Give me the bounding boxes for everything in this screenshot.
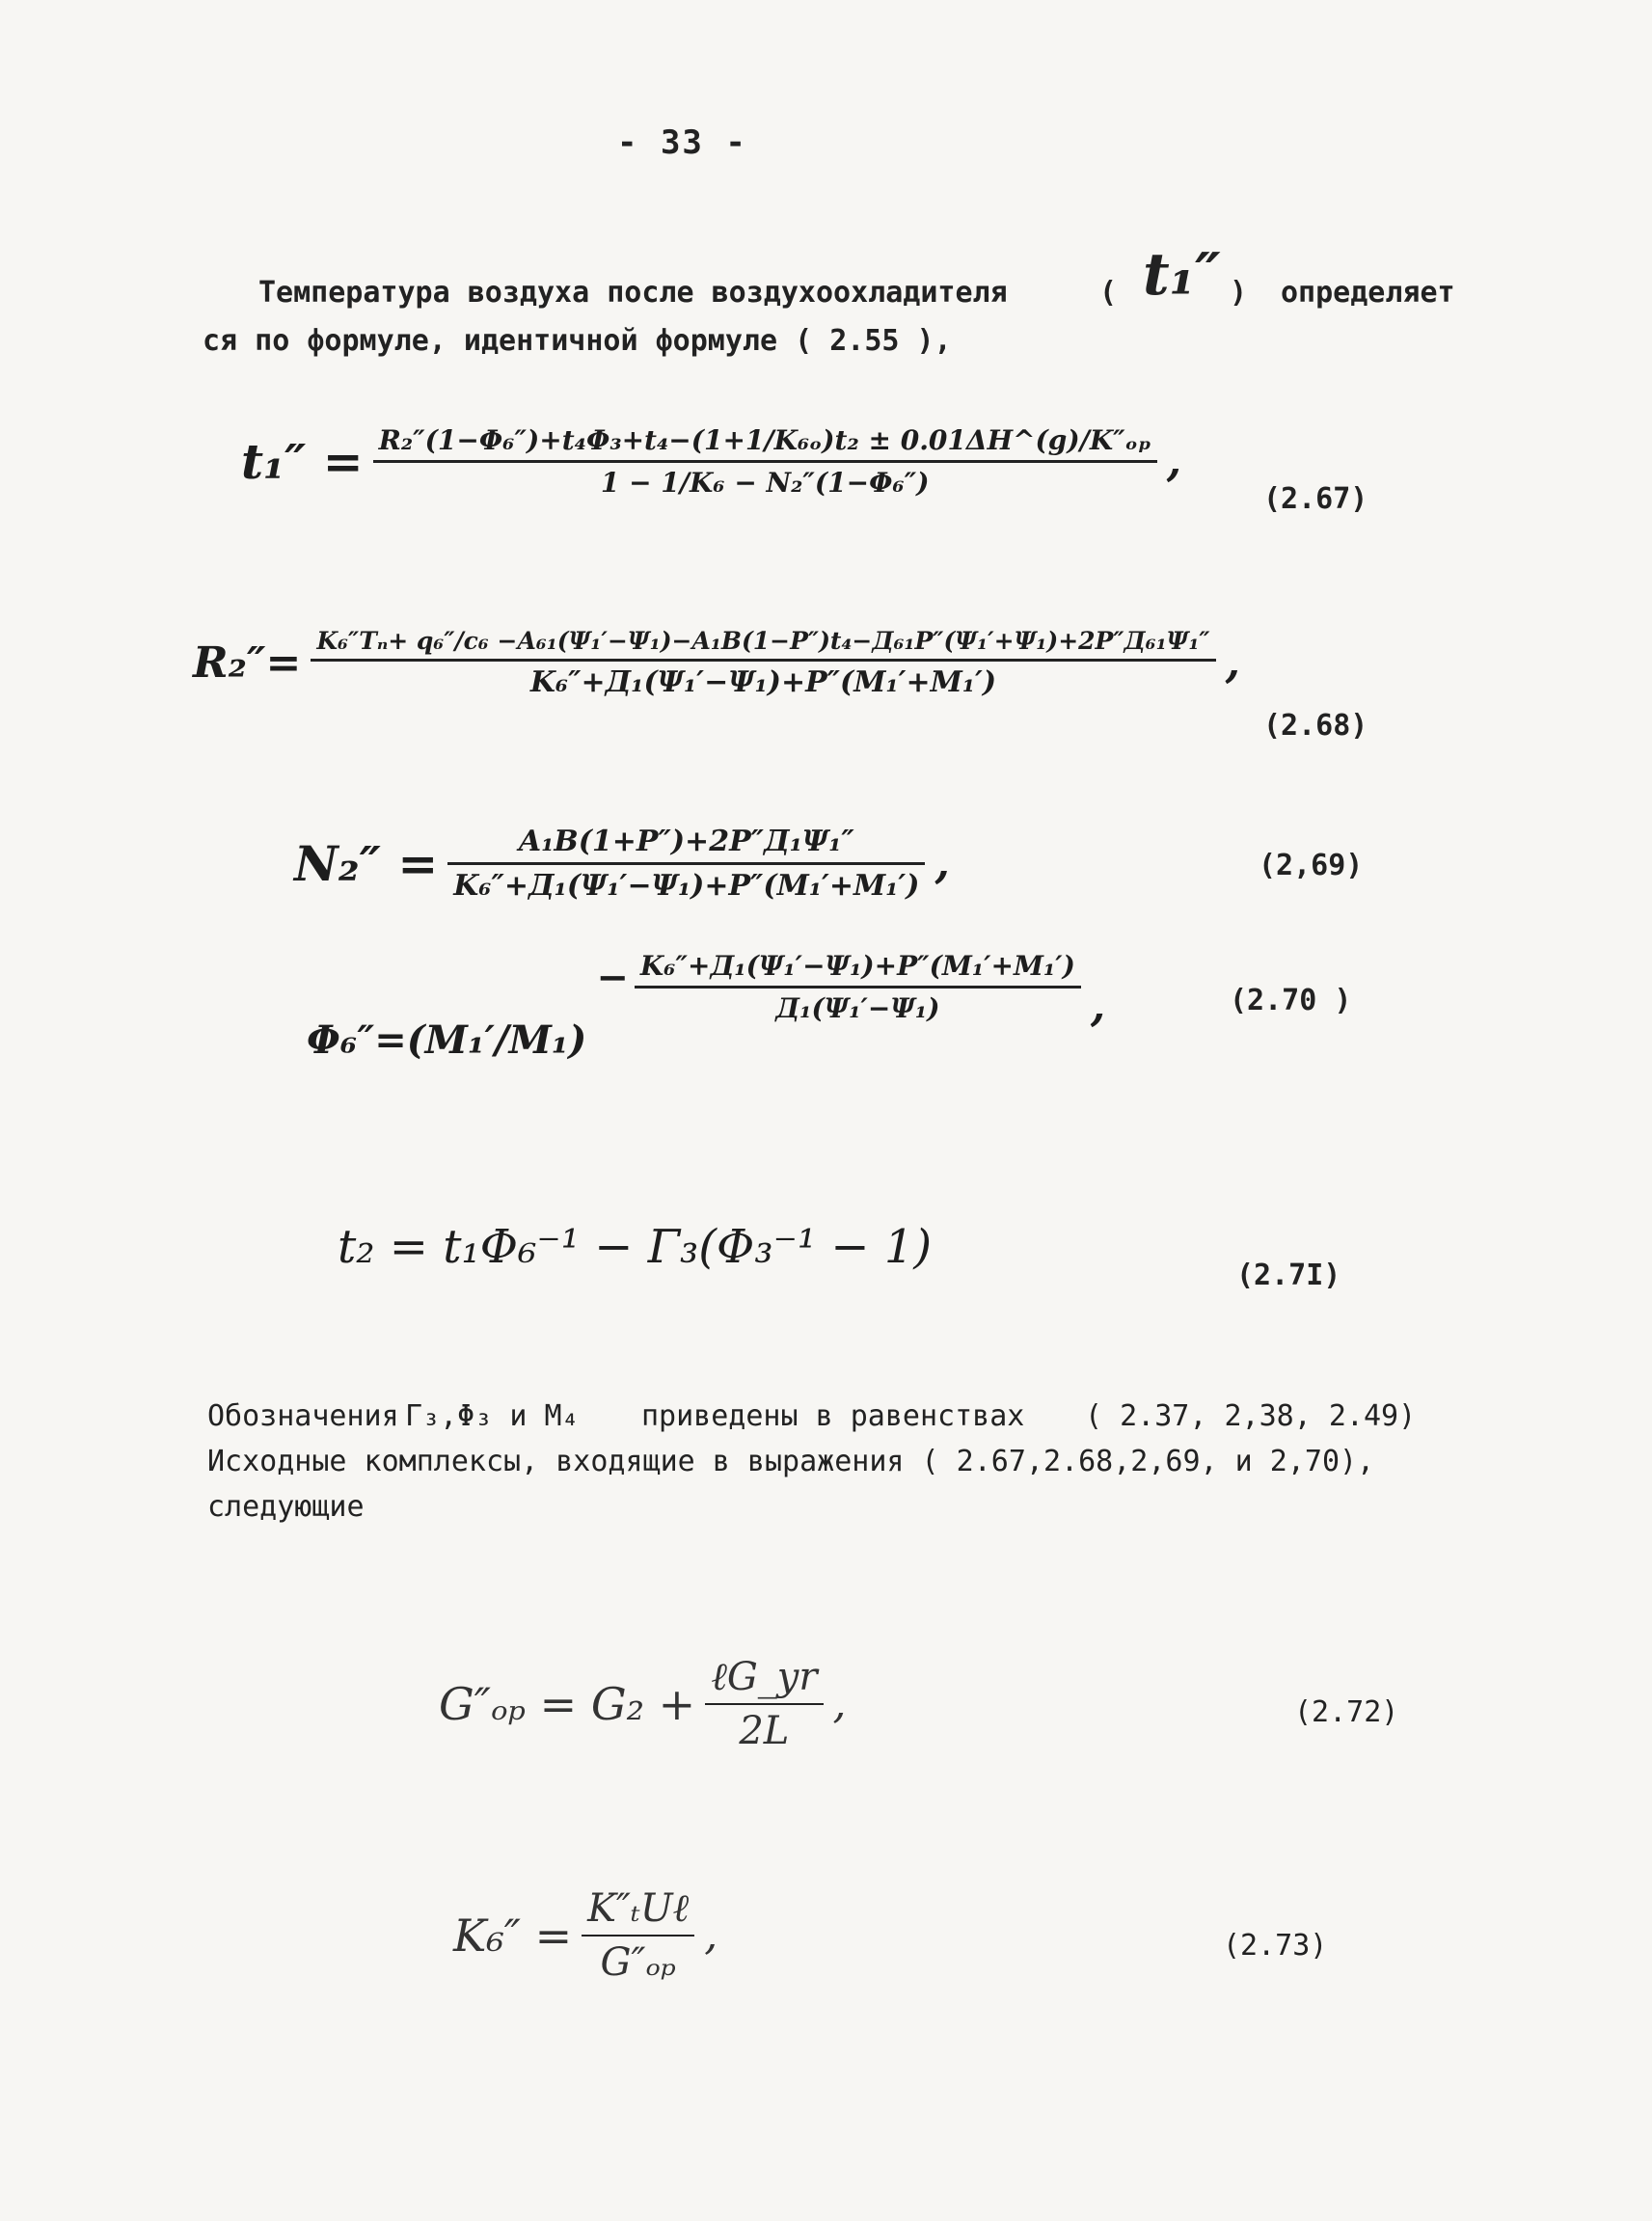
eq272-numerator: ℓG_yr [711,1655,818,1699]
eq270-numerator: K₆″+Д₁(Ψ₁′−Ψ₁)+P″(M₁′+M₁′) [639,950,1075,982]
equation-2-73 [453,1885,718,1985]
eq268-denominator: K₆″+Д₁(Ψ₁′−Ψ₁)+P″(M₁′+M₁′) [529,665,997,699]
eq272-lhs: G″ₒₚ = G₂ + [439,1677,696,1730]
eq267-number: (2.67) [1263,482,1368,516]
eq270-minus-exponent: − [596,955,629,1000]
eq269-comma: , [934,839,950,888]
eq273-numerator: K″ₜUℓ [587,1886,690,1931]
eq270-lhs: Φ₆″=(M₁′/M₁) [307,1017,587,1063]
eq267-lhs: t₁″ = [241,433,364,490]
fraction-bar [635,986,1081,989]
eq268-comma: , [1225,638,1240,688]
eq268-lhs: R₂″= [193,638,302,688]
equation-2-68 [193,627,1240,699]
fraction-bar [582,1935,694,1937]
eq273-comma: , [704,1910,718,1960]
fraction-bar [705,1703,823,1705]
eq269-numerator: A₁B(1+P″)+2P″Д₁Ψ₁″ [518,825,854,858]
fraction-bar [311,659,1215,662]
eq268-fraction [311,627,1215,699]
notation-line-1b: приведены в равенствах [641,1399,1025,1433]
intro-line-1c: ) [1230,276,1248,310]
equation-2-72 [439,1654,847,1753]
eq273-number: (2.73) [1223,1929,1328,1963]
eq267-fraction [373,424,1157,499]
intro-line-2: ся по формуле, идентичной формуле ( 2.55 ), [203,324,952,358]
page-number: - 33 - [617,123,747,162]
eq269-number: (2,69) [1259,849,1364,882]
notation-line-3: следующие [207,1490,365,1524]
eq273-denominator: G″ₒₚ [600,1940,676,1985]
eq267-comma: , [1166,437,1182,486]
fraction-bar [373,460,1157,463]
intro-line-1a: Температура воздуха после воздухоохладителя [258,276,1008,310]
eq272-comma: , [832,1679,847,1728]
equation-2-70 [307,950,1105,1063]
eq267-denominator: 1 − 1/K₆ − N₂″(1−Φ₆″) [600,467,930,499]
eq268-number: (2.68) [1263,709,1368,743]
equation-2-67 [241,424,1181,499]
notation-line-1-symbols: Γ₃,Φ₃ и M₄ [405,1399,580,1433]
notation-line-1a: Обозначения [207,1399,399,1433]
eq270-number: (2.70 ) [1230,984,1352,1017]
eq269-fraction [447,825,925,903]
notation-line-2: Исходные комплексы, входящие в выражения ( 2.67,2.68,2,69, и 2,70), [207,1445,1375,1478]
eq273-fraction [582,1885,694,1985]
eq273-lhs: K₆″ = [453,1909,573,1962]
fraction-bar [447,862,925,865]
eq272-denominator: 2L [739,1709,790,1753]
intro-symbol: t₁″ [1143,241,1221,309]
equation-2-69 [294,825,950,903]
eq270-denominator: Д₁(Ψ₁′−Ψ₁) [775,992,940,1024]
eq267-numerator: R₂″(1−Φ₆″)+t₄Φ₃+t₄−(1+1/K₆ₒ)t₂ ± 0.01ΔH^(g)/K″ₒₚ [378,424,1151,456]
eq272-number: (2.72) [1294,1695,1399,1729]
intro-line-1b: ( [1099,276,1118,310]
equation-2-71: t₂ = t₁Φ₆⁻¹ − Γ₃(Φ₃⁻¹ − 1) [338,1220,933,1274]
eq269-lhs: N₂″ = [294,835,439,892]
eq270-exponent-fraction [635,950,1081,1024]
eq268-numerator: K₆″Tₙ+ q₆″/c₆ −A₆₁(Ψ₁′−Ψ₁)−A₁B(1−P″)t₄−Д₆₁P″(Ψ₁′+Ψ₁)+2P″Д₆₁Ψ₁″ [316,627,1210,655]
notation-line-1-refs: ( 2.37, 2,38, 2.49) [1085,1399,1417,1433]
eq271-number: (2.7I) [1236,1259,1341,1292]
eq270-comma: , [1090,982,1106,1031]
eq269-denominator: K₆″+Д₁(Ψ₁′−Ψ₁)+P″(M₁′+M₁′) [453,869,920,903]
intro-line-1d: определяет [1281,276,1455,310]
eq272-fraction [705,1654,823,1753]
